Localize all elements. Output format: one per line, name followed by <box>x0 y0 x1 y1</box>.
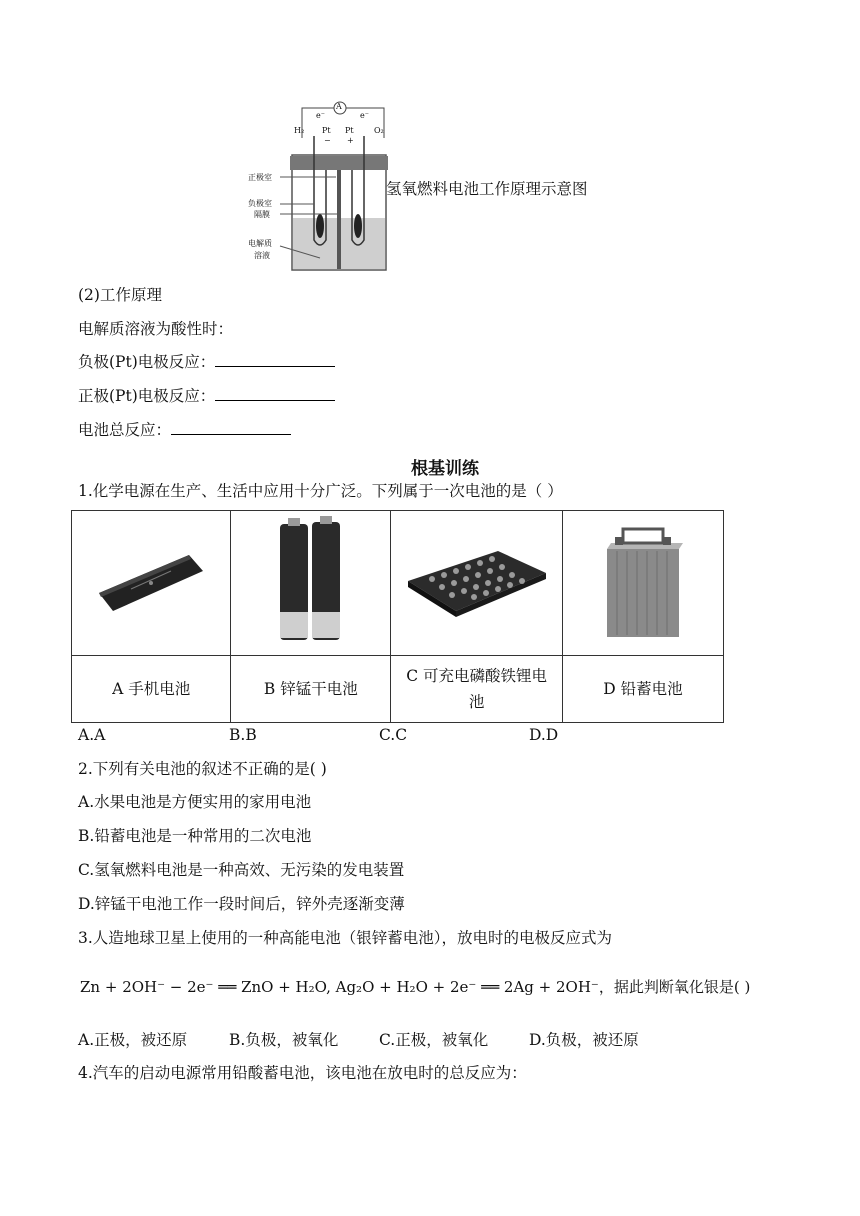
q1-option-a[interactable]: A.A <box>78 726 106 744</box>
q3-option-a[interactable]: A.正极，被还原 <box>78 1031 188 1049</box>
answer-blank <box>171 420 291 435</box>
answer-blank <box>215 386 335 401</box>
lfp-battery-icon <box>402 541 552 621</box>
q1-option-c[interactable]: C.C <box>379 726 408 744</box>
option-c-label <box>391 656 563 723</box>
membrane-label: 隔膜 <box>254 210 270 219</box>
lead-acid-battery-icon <box>593 521 693 641</box>
ammeter-label: A <box>336 102 342 111</box>
q2-option-d[interactable]: D.锌锰干电池工作一段时间后，锌外壳逐渐变薄 <box>78 895 405 913</box>
option-c-label-line1: C 可充电磷酸铁锂电 <box>406 667 547 685</box>
q3-stem: 3.人造地球卫星上使用的一种高能电池（银锌蓄电池），放电时的电极反应式为 <box>78 929 613 947</box>
positive-electrode-text: 正极(Pt)电极反应： <box>78 387 216 405</box>
section2-title: (2)工作原理 <box>78 286 162 304</box>
plus-sign: + <box>347 136 354 145</box>
electron-left-label: e⁻ <box>316 111 325 120</box>
q4-stem: 4.汽车的启动电源常用铅酸蓄电池，该电池在放电时的总反应为： <box>78 1064 527 1082</box>
option-a-label: A 手机电池 <box>72 656 231 723</box>
option-c-label-line2: 池 <box>468 693 485 711</box>
diagram-caption: 氢氧燃料电池工作原理示意图 <box>386 180 588 198</box>
negative-chamber-label: 负极室 <box>248 199 272 208</box>
fuel-cell-diagram <box>244 100 394 272</box>
answer-blank <box>215 352 335 367</box>
negative-electrode-line <box>78 350 335 372</box>
q2-option-c[interactable]: C.氢氧燃料电池是一种高效、无污染的发电装置 <box>78 861 405 879</box>
right-pt-label: Pt <box>345 126 354 135</box>
q3-option-d[interactable]: D.负极，被还原 <box>529 1031 639 1049</box>
lead-acid-battery-image <box>562 511 723 656</box>
phone-battery-icon <box>91 541 211 621</box>
minus-sign: − <box>324 136 331 145</box>
negative-electrode-text: 负极(Pt)电极反应： <box>78 353 216 371</box>
positive-electrode-line <box>78 384 335 406</box>
phone-battery-image <box>72 511 231 656</box>
q3-option-c[interactable]: C.正极，被氧化 <box>379 1031 489 1049</box>
option-d-label: D 铅蓄电池 <box>562 656 723 723</box>
q2-stem: 2.下列有关电池的叙述不正确的是( ) <box>78 760 327 778</box>
positive-chamber-label: 正极室 <box>248 173 272 182</box>
electrolyte-label-2: 溶液 <box>254 251 270 260</box>
acidic-line: 电解质溶液为酸性时： <box>78 320 234 338</box>
battery-table <box>71 510 724 723</box>
o2-label: O₂ <box>374 126 384 135</box>
section-heading: 根基训练 <box>411 459 479 479</box>
q3-equation-zn: Zn + 2OH⁻ − 2e⁻ ══ ZnO + H₂O, <box>80 978 331 996</box>
q1-stem: 1.化学电源在生产、生活中应用十分广泛。下列属于一次电池的是（ ） <box>78 482 563 500</box>
q3-equation-line <box>80 976 750 997</box>
lfp-battery-image <box>391 511 563 656</box>
dry-battery-icon <box>266 516 356 646</box>
q2-option-a[interactable]: A.水果电池是方便实用的家用电池 <box>78 793 312 811</box>
total-reaction-line <box>78 418 291 440</box>
q3-stem-tail: ，据此判断氧化银是( ) <box>598 978 751 996</box>
q3-option-b[interactable]: B.负极，被氧化 <box>229 1031 339 1049</box>
option-b-label: B 锌锰干电池 <box>231 656 391 723</box>
left-pt-label: Pt <box>322 126 331 135</box>
q3-equation-ag: Ag₂O + H₂O + 2e⁻ ══ 2Ag + 2OH⁻ <box>335 978 599 996</box>
electron-right-label: e⁻ <box>360 111 369 120</box>
electrolyte-label-1: 电解质 <box>248 239 272 248</box>
dry-battery-image <box>231 511 391 656</box>
total-reaction-text: 电池总反应： <box>78 421 172 439</box>
h2-label: H₂ <box>294 126 305 135</box>
q1-option-d[interactable]: D.D <box>529 726 559 744</box>
q2-option-b[interactable]: B.铅蓄电池是一种常用的二次电池 <box>78 827 312 845</box>
q1-option-b[interactable]: B.B <box>229 726 257 744</box>
